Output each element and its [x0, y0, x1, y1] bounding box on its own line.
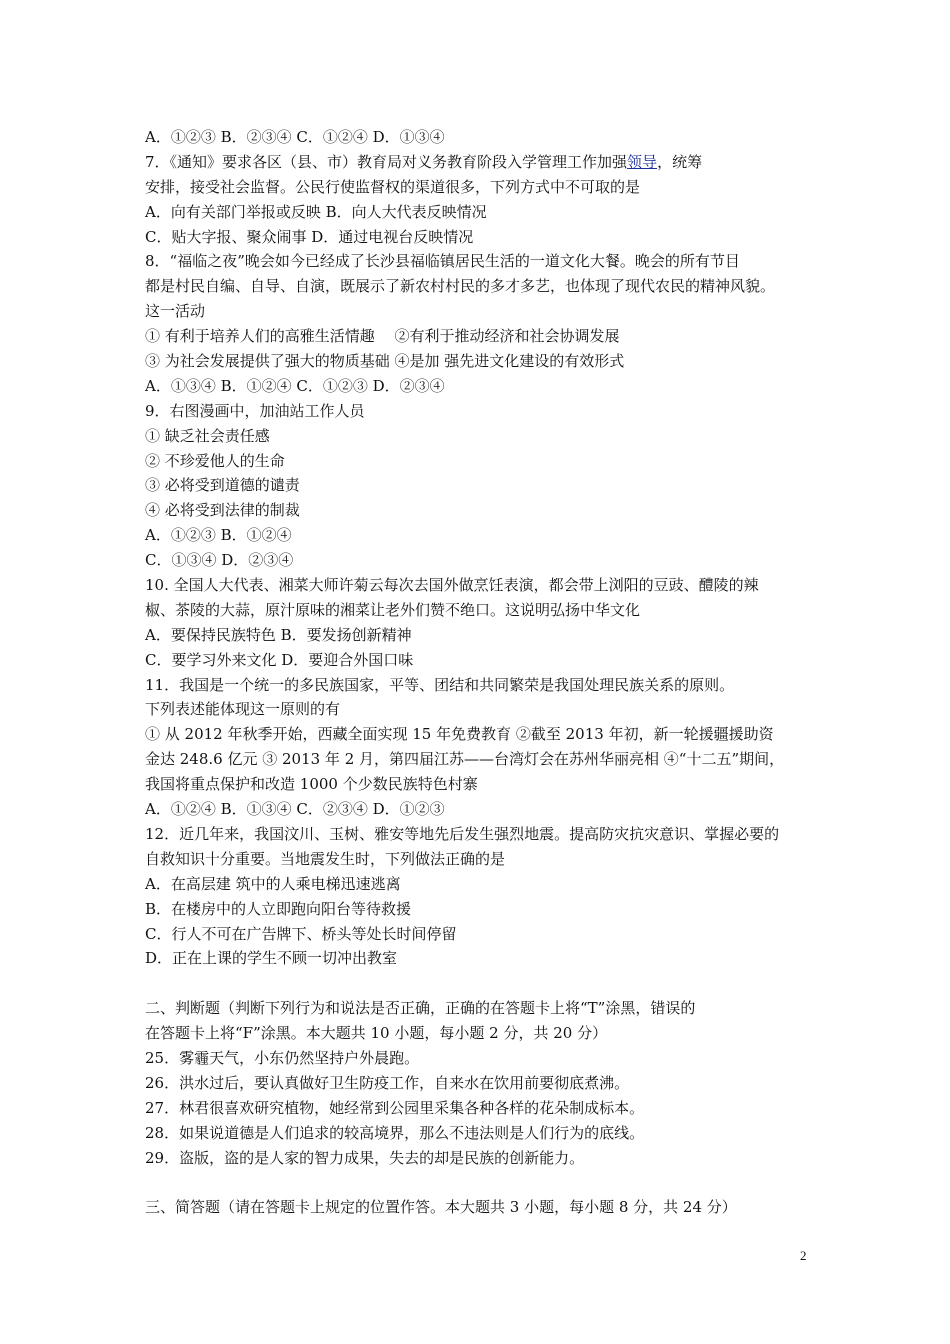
- q27: 27．林君很喜欢研究植物，她经常到公园里采集各种各样的花朵制成标本。: [145, 1098, 645, 1117]
- q11-statements-2: 金达 248.6 亿元 ③ 2013 年 2 月，第四届江苏——台湾灯会在苏州华丽亮相 ④“十二五”期间，: [145, 750, 785, 769]
- q7-link-leadership[interactable]: 领导: [627, 152, 658, 171]
- section-spacer-2: [145, 1170, 845, 1195]
- q10-stem-line-2: 椒、茶陵的大蒜，原汁原味的湘菜让老外们赞不绝口。这说明弘扬中华文化: [145, 600, 641, 619]
- q9-statement-1: ① 缺乏社会责任感: [145, 426, 270, 445]
- q11-stem-line-2: 下列表述能体现这一原则的有: [145, 700, 341, 719]
- q8-options: A．①③④ B．①②④ C．①②③ D．②③④: [145, 376, 445, 395]
- section-2-heading-line-2: 在答题卡上将“F”涂黑。本大题共 10 小题，每小题 2 分，共 20 分）: [145, 1024, 608, 1043]
- q9-statement-2: ② 不珍爱他人的生命: [145, 451, 285, 470]
- section-3-heading: 三、简答题（请在答题卡上规定的位置作答。本大题共 3 小题，每小题 8 分，共 24 分）: [145, 1198, 737, 1217]
- q29: 29．盗版，盗的是人家的智力成果，失去的却是民族的创新能力。: [145, 1148, 585, 1167]
- q8-stem-line-1: 8．“福临之夜”晚会如今已经成了长沙县福临镇居民生活的一道文化大餐。晚会的所有节目: [145, 252, 740, 271]
- q12-option-b: B．在楼房中的人立即跑向阳台等待救援: [145, 899, 412, 918]
- q11-stem-line-1: 11．我国是一个统一的多民族国家，平等、团结和共同繁荣是我国处理民族关系的原则。: [145, 675, 735, 694]
- q8-stem-line-2: 都是村民自编、自导、自演，既展示了新农村村民的多才多艺，也体现了现代农民的精神风貌。: [145, 277, 776, 296]
- q12-option-d: D．正在上课的学生不顾一切冲出教室: [145, 949, 398, 968]
- q28: 28．如果说道德是人们追求的较高境界，那么不违法则是人们行为的底线。: [145, 1123, 645, 1142]
- section-spacer-1: [145, 971, 845, 996]
- q7-stem-tail: ，统筹: [657, 152, 703, 171]
- q10-stem-line-1: 10. 全国人大代表、湘菜大师许菊云每次去国外做烹饪表演，都会带上浏阳的豆豉、醴陵的辣: [145, 576, 759, 595]
- q10-options-ab: A．要保持民族特色 B．要发扬创新精神: [145, 625, 412, 644]
- section-2-heading-line-1: 二、判断题（判断下列行为和说法是否正确，正确的在答题卡上将“T”涂黑，错误的: [145, 999, 696, 1018]
- q10-options-cd: C．要学习外来文化 D．要迎合外国口味: [145, 650, 414, 669]
- q11-options: A．①②④ B．①③④ C．②③④ D．①②③: [145, 800, 445, 819]
- q8-statements-1: ① 有利于培养人们的高雅生活情趣 ②有利于推动经济和社会协调发展: [145, 327, 620, 346]
- q7-stem-text: 7．《通知》要求各区（县、市）教育局对义务教育阶段入学管理工作加强: [145, 152, 628, 171]
- q12-stem-line-1: 12．近几年来，我国汶川、玉树、雅安等地先后发生强烈地震。提高防灾抗灾意识、掌握必要的: [145, 824, 780, 843]
- q6-options: A．①②③ B．②③④ C．①②④ D．①③④: [145, 128, 445, 146]
- document-body: [145, 125, 845, 1220]
- q9-options-cd: C．①③④ D．②③④: [145, 551, 294, 570]
- q9-statement-4: ④ 必将受到法律的制裁: [145, 501, 300, 520]
- q11-statements-1: ① 从 2012 年秋季开始，西藏全面实现 15 年免费教育 ②截至 2013 年初，新一轮援疆援助资: [145, 725, 774, 744]
- q7-stem-line-2: 安排，接受社会监督。公民行使监督权的渠道很多，下列方式中不可取的是: [145, 177, 641, 196]
- q7-stem-line-1: [145, 150, 845, 175]
- q12-option-a: A．在高层建 筑中的人乘电梯迅速逃离: [145, 874, 401, 893]
- q26: 26．洪水过后，要认真做好卫生防疫工作，自来水在饮用前要彻底煮沸。: [145, 1073, 630, 1092]
- q12-option-c: C．行人不可在广告牌下、桥头等处长时间停留: [145, 924, 457, 943]
- q9-statement-3: ③ 必将受到道德的谴责: [145, 476, 300, 495]
- q8-stem-line-3: 这一活动: [145, 302, 206, 321]
- q7-options-ab: A．向有关部门举报或反映 B．向人大代表反映情况: [145, 202, 487, 221]
- q7-options-cd: C．贴大字报、聚众闹事 D．通过电视台反映情况: [145, 227, 474, 246]
- q25: 25．雾霾天气，小东仍然坚持户外晨跑。: [145, 1048, 420, 1067]
- q8-statements-2: ③ 为社会发展提供了强大的物质基础 ④是加 强先进文化建设的有效形式: [145, 352, 625, 371]
- q12-stem-line-2: 自救知识十分重要。当地震发生时，下列做法正确的是: [145, 849, 506, 868]
- q9-stem: 9．右图漫画中，加油站工作人员: [145, 401, 365, 420]
- q11-statements-3: 我国将重点保护和改造 1000 个少数民族特色村寨: [145, 775, 478, 794]
- q9-options-ab: A．①②③ B．①②④: [145, 526, 292, 545]
- page-number: 2: [800, 1248, 807, 1263]
